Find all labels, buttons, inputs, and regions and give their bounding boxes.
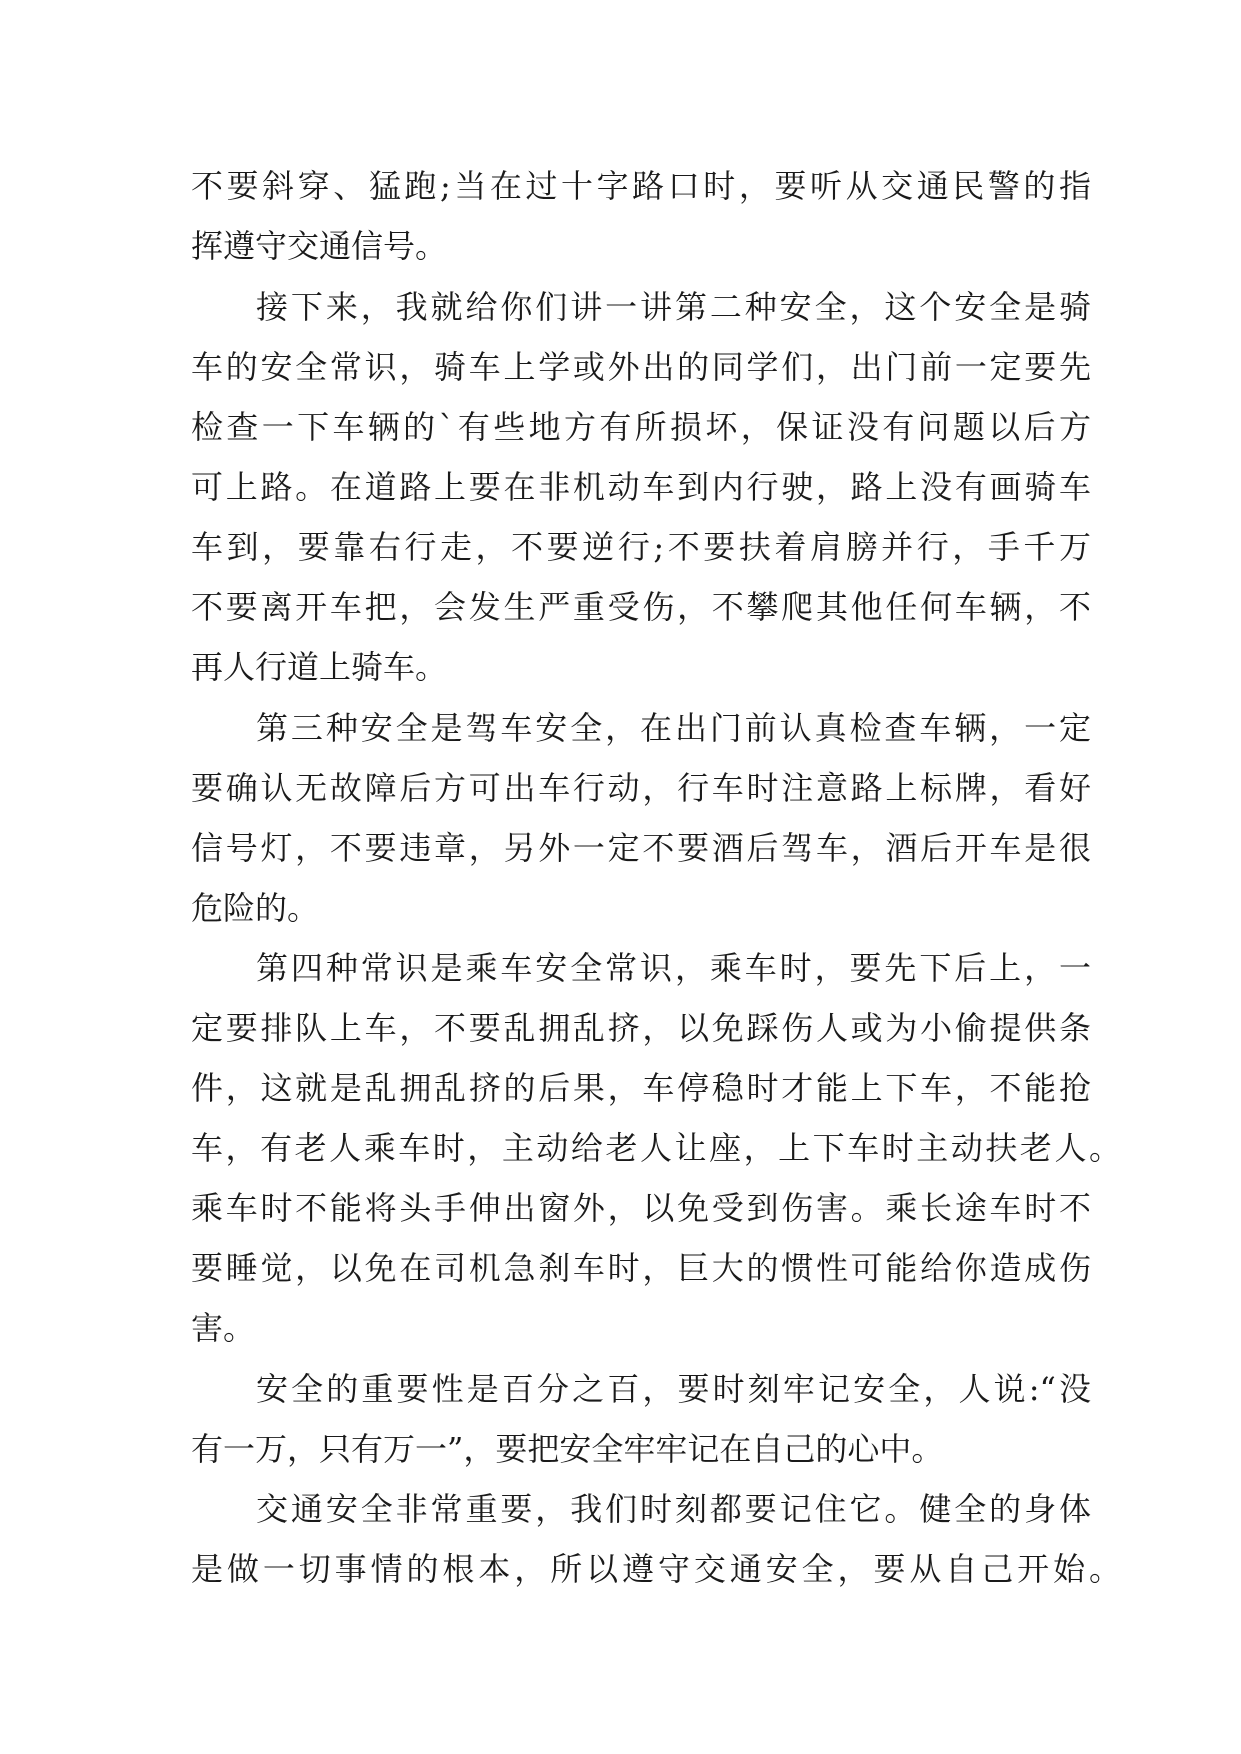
text-line: 车，有老人乘车时，主动给老人让座，上下车时主动扶老人。 [191,1129,1121,1167]
text-line: 检查一下车辆的`有些地方有所损坏，保证没有问题以后方 [191,408,1091,446]
text-line: 定要排队上车，不要乱拥乱挤，以免踩伤人或为小偷提供条 [191,1009,1091,1047]
text-line: 再人行道上骑车。 [191,648,448,686]
text-line: 挥遵守交通信号。 [191,227,448,265]
text-line: 要睡觉，以免在司机急刹车时，巨大的惯性可能给你造成伤 [191,1249,1091,1287]
text-line: 件，这就是乱拥乱挤的后果，车停稳时才能上下车，不能抢 [191,1069,1091,1107]
text-line: 有一万，只有万一”，要把安全牢牢记在自己的心中。 [191,1430,944,1468]
paragraph-first-line: 第四种常识是乘车安全常识，乘车时，要先下后上，一 [256,949,1091,987]
text-line: 信号灯，不要违章，另外一定不要酒后驾车，酒后开车是很 [191,829,1091,867]
text-line: 害。 [191,1309,256,1347]
text-line: 乘车时不能将头手伸出窗外，以免受到伤害。乘长途车时不 [191,1189,1091,1227]
text-line: 车到，要靠右行走，不要逆行;不要扶着肩膀并行，手千万 [191,528,1091,566]
text-line: 不要斜穿、猛跑;当在过十字路口时，要听从交通民警的指 [191,167,1091,205]
paragraph-first-line: 安全的重要性是百分之百，要时刻牢记安全，人说:“没 [256,1370,1091,1408]
text-line: 不要离开车把，会发生严重受伤，不攀爬其他任何车辆，不 [191,588,1091,626]
paragraph-first-line: 接下来，我就给你们讲一讲第二种安全，这个安全是骑 [256,288,1091,326]
text-line: 可上路。在道路上要在非机动车到内行驶，路上没有画骑车 [191,468,1091,506]
text-line: 要确认无故障后方可出车行动，行车时注意路上标牌，看好 [191,769,1091,807]
text-line: 是做一切事情的根本，所以遵守交通安全，要从自己开始。 [191,1550,1121,1588]
paragraph-first-line: 交通安全非常重要，我们时刻都要记住它。健全的身体 [256,1490,1091,1528]
paragraph-first-line: 第三种安全是驾车安全，在出门前认真检查车辆，一定 [256,709,1091,747]
text-line: 车的安全常识，骑车上学或外出的同学们，出门前一定要先 [191,348,1091,386]
text-line: 危险的。 [191,889,320,927]
